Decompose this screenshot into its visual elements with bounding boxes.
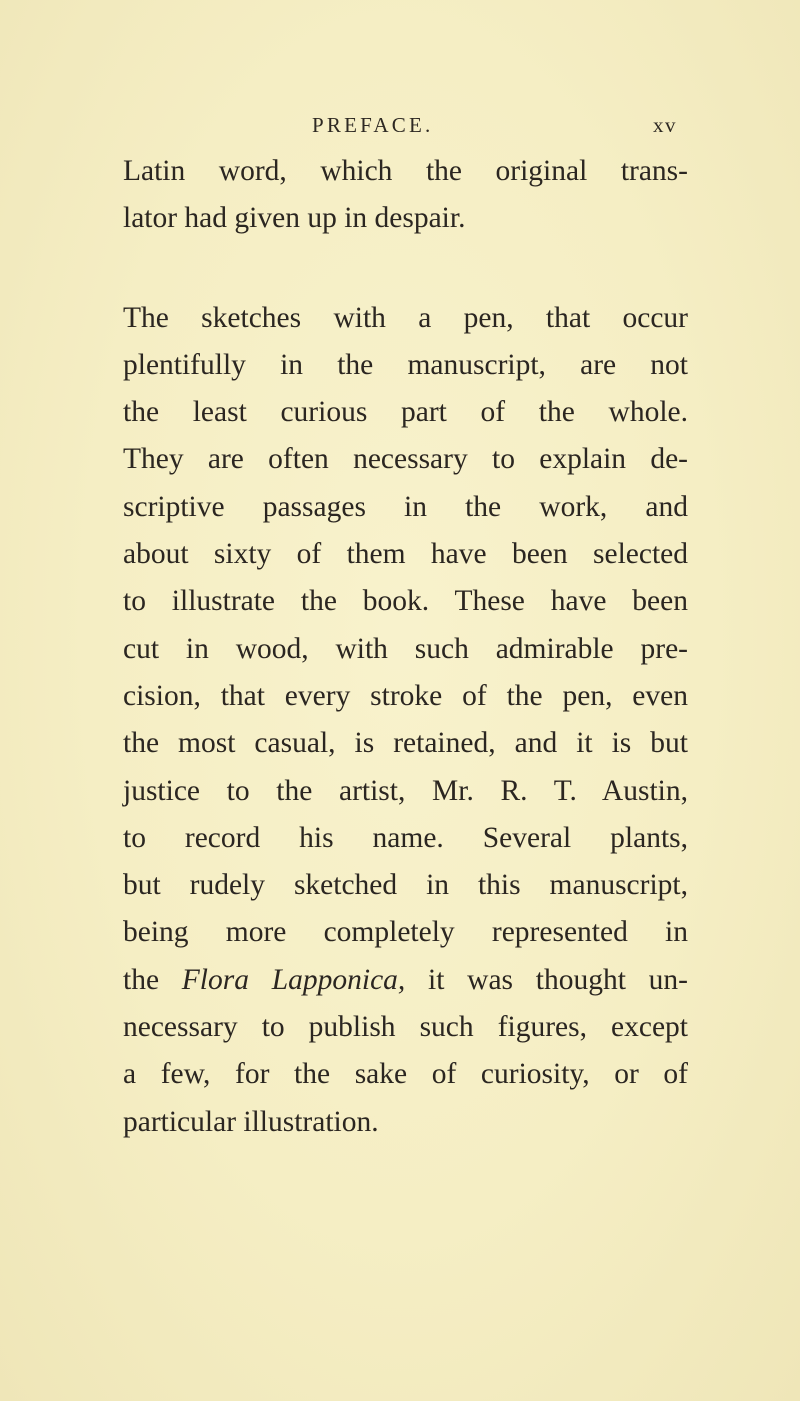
paragraph-break	[123, 243, 688, 295]
text-line: a few, for the sake of curiosity, or of	[123, 1058, 688, 1091]
text-line: the least curious part of the whole.	[123, 396, 688, 429]
text-line: justice to the artist, Mr. R. T. Austin,	[123, 774, 688, 807]
text-line: They are often necessary to explain de-	[123, 443, 688, 476]
running-head	[0, 113, 800, 143]
text-line: particular illustration.	[123, 1105, 379, 1138]
text-line: cision, that every stroke of the pen, even	[123, 679, 688, 712]
italic-book-title: Flora Lapponica,	[181, 963, 406, 996]
text-line: The sketches with a pen, that occur	[123, 301, 688, 334]
text-line: the most casual, is retained, and it is but	[123, 727, 688, 760]
line-segment: it was thought un-	[405, 963, 688, 996]
text-line: to record his name. Several plants,	[123, 821, 688, 854]
text-line: but rudely sketched in this manuscript,	[123, 869, 688, 902]
text-line: lator had given up in despair.	[123, 202, 466, 235]
text-line-with-italic	[123, 957, 688, 1004]
line-segment: the	[123, 963, 182, 996]
text-line: being more completely represented in	[123, 916, 688, 949]
text-line: Latin word, which the original trans-	[123, 155, 688, 187]
paragraph-2	[123, 295, 688, 1146]
running-title: PREFACE.	[312, 113, 434, 137]
text-line: about sixty of them have been selected	[123, 538, 688, 571]
text-line: necessary to publish such figures, except	[123, 1011, 688, 1044]
page-number: xv	[653, 113, 677, 137]
paragraph-1	[123, 148, 688, 243]
text-line: cut in wood, with such admirable pre-	[123, 632, 688, 665]
text-line: plentifully in the manuscript, are not	[123, 348, 688, 381]
body-text	[123, 148, 688, 1146]
text-line: to illustrate the book. These have been	[123, 585, 688, 618]
text-line: scriptive passages in the work, and	[123, 490, 688, 523]
